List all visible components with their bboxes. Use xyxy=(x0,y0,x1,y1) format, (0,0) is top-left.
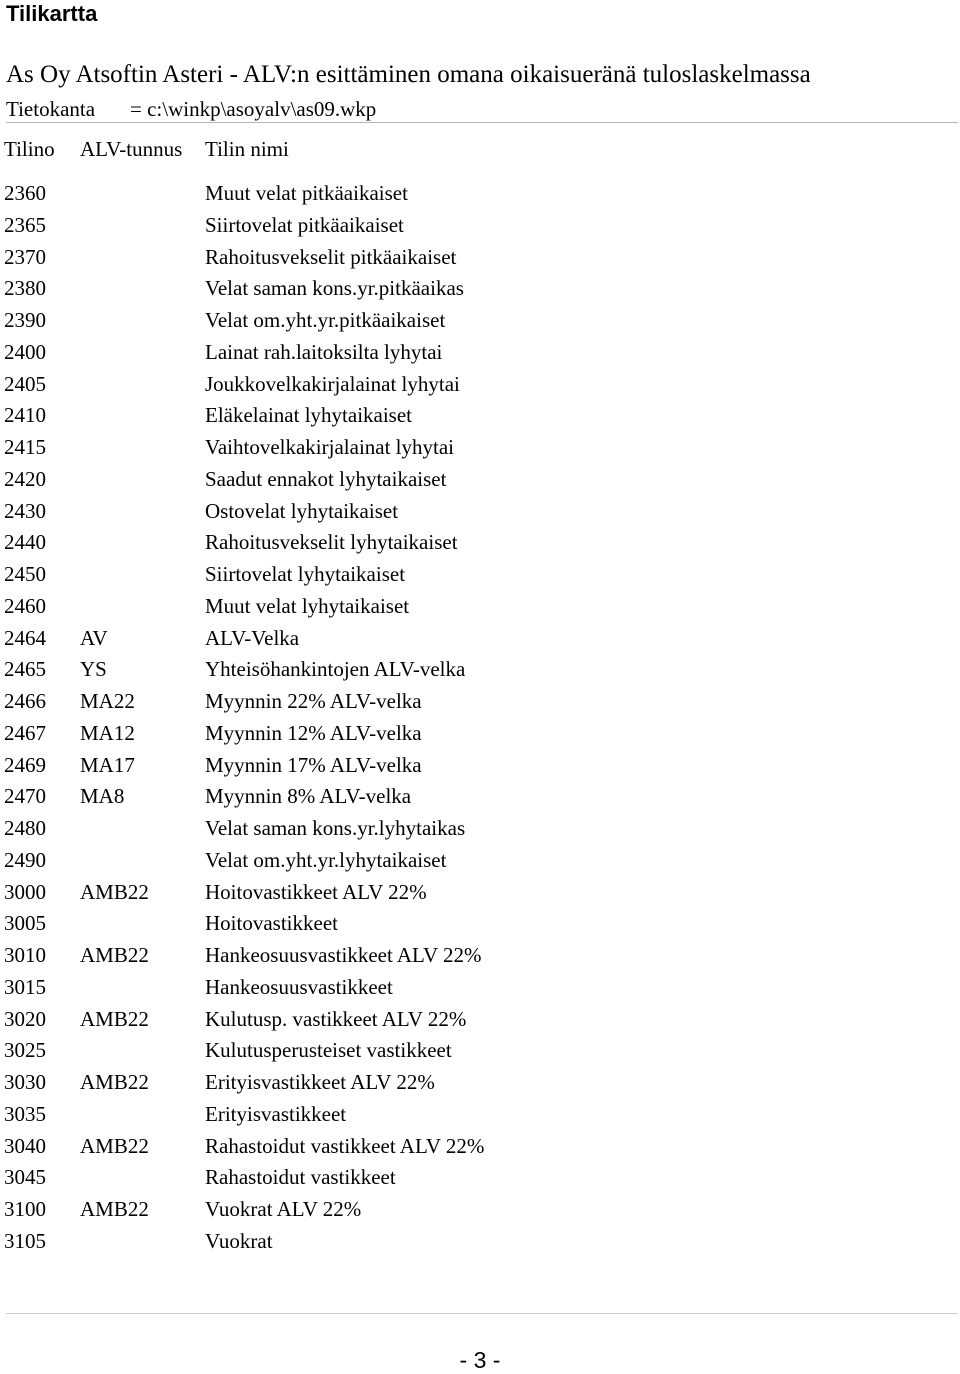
table-row xyxy=(0,908,960,940)
table-row xyxy=(0,718,960,750)
table-row xyxy=(0,178,960,210)
account-name-cell: Myynnin 12% ALV-velka xyxy=(205,720,422,745)
table-row xyxy=(0,591,960,623)
database-path: = c:\winkp\asoyalv\as09.wkp xyxy=(130,97,377,121)
table-row xyxy=(0,877,960,909)
account-name-cell: Siirtovelat pitkäaikaiset xyxy=(205,212,404,237)
account-no-cell: 3005 xyxy=(4,911,46,936)
account-no-cell: 2480 xyxy=(4,816,46,840)
account-no-cell: 2464 xyxy=(4,625,46,650)
account-name-cell: Vaihtovelkakirjalainat lyhytai xyxy=(205,435,455,459)
table-row xyxy=(0,1004,960,1036)
account-no-cell: 2466 xyxy=(4,689,46,713)
vat-code-cell: AMB22 xyxy=(80,1197,149,1221)
table-row xyxy=(0,559,960,591)
vat-code-cell: AMB22 xyxy=(80,1133,149,1158)
account-no-cell: 3015 xyxy=(4,974,46,999)
vat-code-cell: MA17 xyxy=(80,752,135,777)
table-header xyxy=(0,135,960,163)
account-name-cell: Ostovelat lyhytaikaiset xyxy=(205,498,399,523)
account-no-cell: 2450 xyxy=(4,562,46,586)
table-row xyxy=(0,1099,960,1131)
page-number: - 3 - xyxy=(459,1347,501,1373)
account-name-cell: Siirtovelat lyhytaikaiset xyxy=(205,562,406,586)
document-title: Tilikartta xyxy=(6,1,98,26)
table-row xyxy=(0,686,960,718)
table-row xyxy=(0,654,960,686)
account-name-cell: Hoitovastikkeet xyxy=(205,911,338,936)
table-row xyxy=(0,750,960,782)
vat-code-cell: MA8 xyxy=(80,784,125,809)
account-name-cell: Joukkovelkakirjalainat lyhytai xyxy=(205,371,460,396)
account-no-cell: 3100 xyxy=(4,1197,46,1221)
account-name-cell: ALV-Velka xyxy=(205,625,300,650)
account-name-cell: Erityisvastikkeet xyxy=(205,1101,347,1126)
account-no-cell: 3020 xyxy=(4,1006,46,1031)
table-row xyxy=(0,496,960,528)
account-name-cell: Myynnin 17% ALV-velka xyxy=(205,752,422,777)
account-name-cell: Velat om.yht.yr.pitkäaikaiset xyxy=(205,308,446,332)
database-label: Tietokanta xyxy=(6,97,96,121)
account-name-cell: Hoitovastikkeet ALV 22% xyxy=(205,879,427,904)
table-row xyxy=(0,527,960,559)
account-no-cell: 2460 xyxy=(4,593,46,618)
account-name-cell: Velat saman kons.yr.lyhytaikas xyxy=(205,816,466,840)
table-row xyxy=(0,1067,960,1099)
vat-code-cell: AMB22 xyxy=(80,879,149,904)
table-row xyxy=(0,1131,960,1163)
table-row xyxy=(0,242,960,274)
account-name-cell: Eläkelainat lyhytaikaiset xyxy=(205,403,413,428)
table-row xyxy=(0,1226,960,1258)
account-no-cell: 3035 xyxy=(4,1101,46,1126)
account-name-cell: Rahastoidut vastikkeet ALV 22% xyxy=(205,1133,485,1158)
table-row xyxy=(0,273,960,305)
account-name-cell: Kulutusp. vastikkeet ALV 22% xyxy=(205,1006,467,1031)
table-row xyxy=(0,1035,960,1067)
vat-code-cell: AMB22 xyxy=(80,1006,149,1031)
account-no-cell: 3010 xyxy=(4,943,46,967)
account-name-cell: Hankeosuusvastikkeet xyxy=(205,974,393,999)
header-divider xyxy=(6,122,958,123)
header-account-no: Tilino xyxy=(4,137,55,161)
account-name-cell: Hankeosuusvastikkeet ALV 22% xyxy=(205,943,482,967)
vat-code-cell: AV xyxy=(80,625,108,650)
table-row xyxy=(0,845,960,877)
account-name-cell: Muut velat pitkäaikaiset xyxy=(205,181,408,205)
account-no-cell: 3105 xyxy=(4,1228,46,1253)
table-row xyxy=(0,210,960,242)
account-no-cell: 2390 xyxy=(4,308,46,332)
account-name-cell: Velat om.yht.yr.lyhytaikaiset xyxy=(205,847,447,872)
vat-code-cell: AMB22 xyxy=(80,943,149,967)
account-no-cell: 2365 xyxy=(4,212,46,237)
account-name-cell: Vuokrat ALV 22% xyxy=(205,1197,362,1221)
table-row xyxy=(0,305,960,337)
footer-divider xyxy=(6,1313,958,1314)
table-row xyxy=(0,972,960,1004)
header-account-name: Tilin nimi xyxy=(205,137,289,161)
vat-code-cell: MA22 xyxy=(80,689,135,713)
account-table xyxy=(0,178,960,1258)
account-no-cell: 2490 xyxy=(4,847,46,872)
document-subtitle: As Oy Atsoftin Asteri - ALV:n esittäminen omana oikaisueränä tuloslaskelmassa xyxy=(6,61,811,88)
account-no-cell: 2410 xyxy=(4,403,46,428)
account-no-cell: 2370 xyxy=(4,244,46,269)
header-vat-code: ALV-tunnus xyxy=(80,137,183,161)
account-no-cell: 2440 xyxy=(4,530,46,555)
account-no-cell: 3000 xyxy=(4,879,46,904)
account-no-cell: 2405 xyxy=(4,371,46,396)
account-name-cell: Rahastoidut vastikkeet xyxy=(205,1165,396,1190)
account-no-cell: 2420 xyxy=(4,466,46,491)
account-no-cell: 2467 xyxy=(4,720,46,745)
account-no-cell: 2430 xyxy=(4,498,46,523)
table-row xyxy=(0,940,960,972)
account-name-cell: Erityisvastikkeet ALV 22% xyxy=(205,1070,435,1094)
account-name-cell: Velat saman kons.yr.pitkäaikas xyxy=(205,276,464,301)
account-no-cell: 2470 xyxy=(4,784,46,809)
account-no-cell: 2465 xyxy=(4,657,46,682)
account-name-cell: Rahoitusvekselit pitkäaikaiset xyxy=(205,244,457,269)
account-no-cell: 2400 xyxy=(4,339,46,364)
table-row xyxy=(0,623,960,655)
account-name-cell: Saadut ennakot lyhytaikaiset xyxy=(205,466,447,491)
account-name-cell: Myynnin 8% ALV-velka xyxy=(205,784,412,809)
account-name-cell: Kulutusperusteiset vastikkeet xyxy=(205,1038,452,1063)
table-row xyxy=(0,1194,960,1226)
account-name-cell: Yhteisöhankintojen ALV-velka xyxy=(205,657,466,682)
account-no-cell: 2360 xyxy=(4,181,46,205)
vat-code-cell: MA12 xyxy=(80,720,135,745)
vat-code-cell: AMB22 xyxy=(80,1070,149,1094)
account-name-cell: Myynnin 22% ALV-velka xyxy=(205,689,422,713)
table-row xyxy=(0,464,960,496)
account-no-cell: 2380 xyxy=(4,276,46,301)
table-row xyxy=(0,369,960,401)
table-row xyxy=(0,337,960,369)
account-name-cell: Muut velat lyhytaikaiset xyxy=(205,593,410,618)
account-name-cell: Rahoitusvekselit lyhytaikaiset xyxy=(205,530,458,555)
account-name-cell: Vuokrat xyxy=(205,1228,273,1253)
account-no-cell: 2469 xyxy=(4,752,46,777)
table-row xyxy=(0,432,960,464)
table-row xyxy=(0,1162,960,1194)
account-no-cell: 3040 xyxy=(4,1133,46,1158)
account-no-cell: 3045 xyxy=(4,1165,46,1190)
vat-code-cell: YS xyxy=(80,657,107,682)
account-no-cell: 2415 xyxy=(4,435,46,459)
table-row xyxy=(0,400,960,432)
account-name-cell: Lainat rah.laitoksilta lyhytai xyxy=(205,339,443,364)
account-no-cell: 3025 xyxy=(4,1038,46,1063)
account-no-cell: 3030 xyxy=(4,1070,46,1094)
table-row xyxy=(0,813,960,845)
table-row xyxy=(0,781,960,813)
database-line xyxy=(6,96,377,122)
